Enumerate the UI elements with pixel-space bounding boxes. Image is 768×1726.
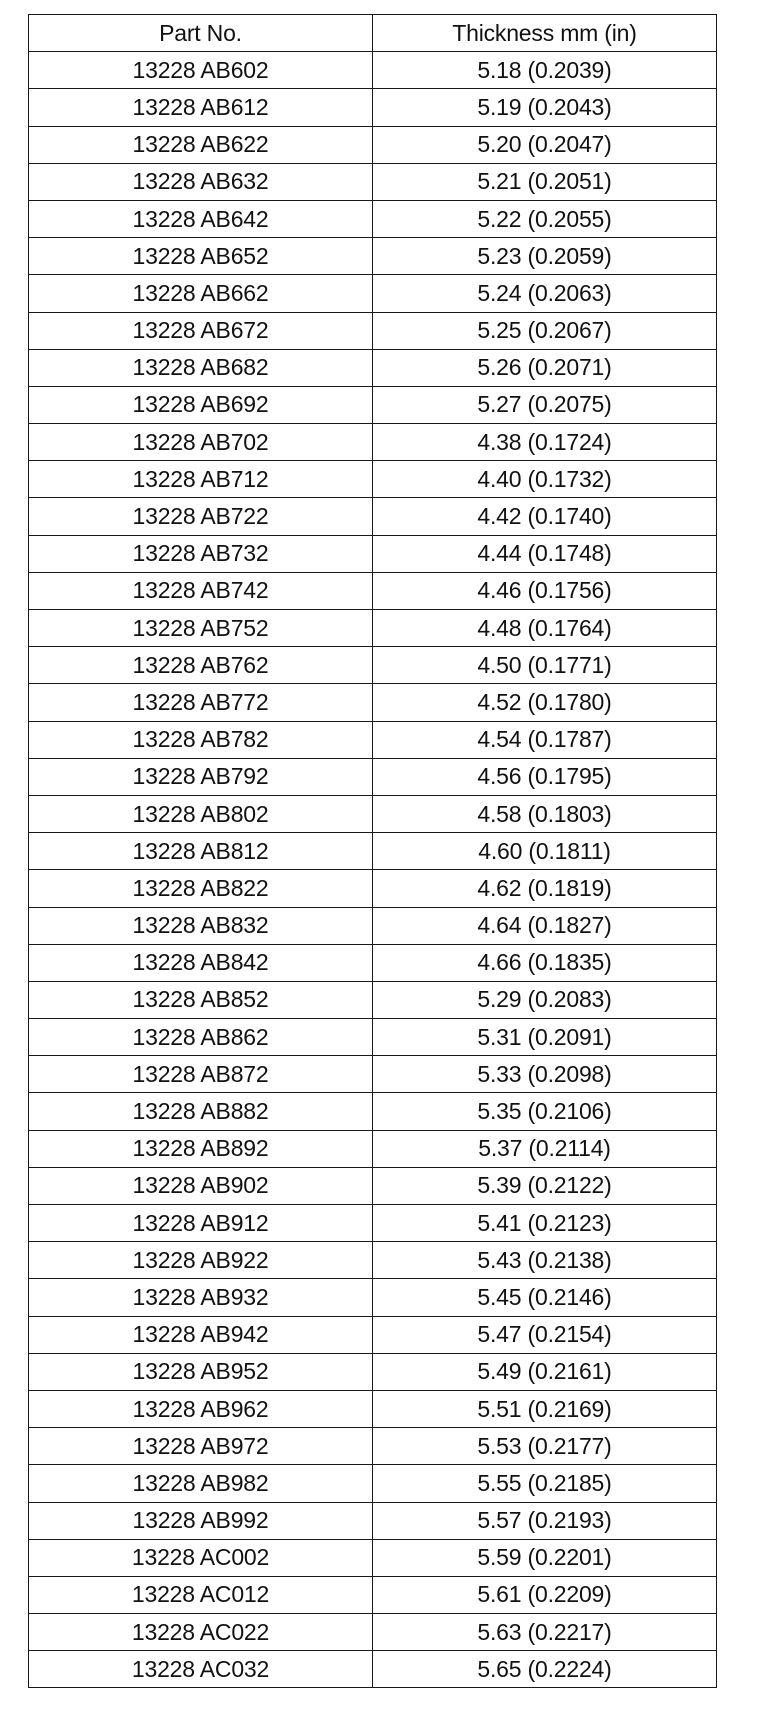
part-number-cell: 13228 AB822	[29, 870, 373, 907]
thickness-cell: 5.57 (0.2193)	[373, 1502, 717, 1539]
thickness-cell: 5.33 (0.2098)	[373, 1056, 717, 1093]
table-row	[29, 758, 717, 795]
thickness-cell: 4.40 (0.1732)	[373, 461, 717, 498]
thickness-cell: 5.18 (0.2039)	[373, 52, 717, 89]
table-row	[29, 1651, 717, 1688]
table-row	[29, 312, 717, 349]
thickness-cell: 4.52 (0.1780)	[373, 684, 717, 721]
table-row	[29, 1130, 717, 1167]
thickness-cell: 5.20 (0.2047)	[373, 126, 717, 163]
table-row	[29, 386, 717, 423]
header-thickness: Thickness mm (in)	[373, 15, 717, 52]
table-row	[29, 1205, 717, 1242]
thickness-cell: 4.66 (0.1835)	[373, 944, 717, 981]
part-number-cell: 13228 AB942	[29, 1316, 373, 1353]
table-row	[29, 1353, 717, 1390]
table-row	[29, 907, 717, 944]
thickness-cell: 5.31 (0.2091)	[373, 1019, 717, 1056]
thickness-cell: 5.39 (0.2122)	[373, 1167, 717, 1204]
thickness-cell: 4.58 (0.1803)	[373, 795, 717, 832]
thickness-cell: 4.62 (0.1819)	[373, 870, 717, 907]
table-row	[29, 1056, 717, 1093]
table-row	[29, 870, 717, 907]
thickness-cell: 5.59 (0.2201)	[373, 1539, 717, 1576]
header-row	[29, 15, 717, 52]
table-row	[29, 572, 717, 609]
thickness-cell: 4.46 (0.1756)	[373, 572, 717, 609]
part-number-cell: 13228 AC032	[29, 1651, 373, 1688]
table-row	[29, 126, 717, 163]
thickness-cell: 5.26 (0.2071)	[373, 349, 717, 386]
thickness-cell: 5.53 (0.2177)	[373, 1428, 717, 1465]
thickness-cell: 5.25 (0.2067)	[373, 312, 717, 349]
thickness-cell: 4.56 (0.1795)	[373, 758, 717, 795]
table-row	[29, 1390, 717, 1427]
part-number-cell: 13228 AB892	[29, 1130, 373, 1167]
part-number-cell: 13228 AB632	[29, 163, 373, 200]
part-number-cell: 13228 AB882	[29, 1093, 373, 1130]
part-number-cell: 13228 AB872	[29, 1056, 373, 1093]
table-row	[29, 498, 717, 535]
part-number-cell: 13228 AB962	[29, 1390, 373, 1427]
thickness-cell: 5.61 (0.2209)	[373, 1576, 717, 1613]
table-row	[29, 1502, 717, 1539]
part-number-cell: 13228 AB722	[29, 498, 373, 535]
table-row	[29, 833, 717, 870]
part-number-cell: 13228 AB732	[29, 535, 373, 572]
table-row	[29, 1428, 717, 1465]
table-row	[29, 349, 717, 386]
thickness-cell: 5.21 (0.2051)	[373, 163, 717, 200]
thickness-cell: 5.37 (0.2114)	[373, 1130, 717, 1167]
table-header	[29, 15, 717, 52]
thickness-cell: 5.51 (0.2169)	[373, 1390, 717, 1427]
table-row	[29, 647, 717, 684]
table-row	[29, 461, 717, 498]
thickness-cell: 4.64 (0.1827)	[373, 907, 717, 944]
part-number-cell: 13228 AB762	[29, 647, 373, 684]
thickness-cell: 5.24 (0.2063)	[373, 275, 717, 312]
thickness-cell: 5.63 (0.2217)	[373, 1614, 717, 1651]
parts-thickness-table	[28, 14, 717, 1688]
thickness-cell: 5.23 (0.2059)	[373, 238, 717, 275]
part-number-cell: 13228 AC012	[29, 1576, 373, 1613]
thickness-cell: 4.44 (0.1748)	[373, 535, 717, 572]
part-number-cell: 13228 AB622	[29, 126, 373, 163]
table-row	[29, 535, 717, 572]
table-row	[29, 238, 717, 275]
part-number-cell: 13228 AB992	[29, 1502, 373, 1539]
thickness-cell: 4.42 (0.1740)	[373, 498, 717, 535]
table-row	[29, 944, 717, 981]
part-number-cell: 13228 AB802	[29, 795, 373, 832]
part-number-cell: 13228 AB952	[29, 1353, 373, 1390]
table-row	[29, 1316, 717, 1353]
table-row	[29, 795, 717, 832]
part-number-cell: 13228 AB612	[29, 89, 373, 126]
table-row	[29, 1576, 717, 1613]
part-number-cell: 13228 AB662	[29, 275, 373, 312]
part-number-cell: 13228 AB912	[29, 1205, 373, 1242]
part-number-cell: 13228 AB692	[29, 386, 373, 423]
part-number-cell: 13228 AB772	[29, 684, 373, 721]
part-number-cell: 13228 AB852	[29, 981, 373, 1018]
table-row	[29, 89, 717, 126]
table-body	[29, 52, 717, 1688]
table-row	[29, 1539, 717, 1576]
document-page	[28, 14, 716, 1688]
thickness-cell: 5.19 (0.2043)	[373, 89, 717, 126]
table-row	[29, 1019, 717, 1056]
thickness-cell: 4.38 (0.1724)	[373, 424, 717, 461]
thickness-cell: 5.43 (0.2138)	[373, 1242, 717, 1279]
part-number-cell: 13228 AB862	[29, 1019, 373, 1056]
part-number-cell: 13228 AB672	[29, 312, 373, 349]
table-row	[29, 1242, 717, 1279]
part-number-cell: 13228 AB812	[29, 833, 373, 870]
part-number-cell: 13228 AB982	[29, 1465, 373, 1502]
table-row	[29, 1614, 717, 1651]
table-row	[29, 721, 717, 758]
part-number-cell: 13228 AC002	[29, 1539, 373, 1576]
table-row	[29, 424, 717, 461]
table-row	[29, 52, 717, 89]
part-number-cell: 13228 AB602	[29, 52, 373, 89]
part-number-cell: 13228 AB682	[29, 349, 373, 386]
thickness-cell: 5.65 (0.2224)	[373, 1651, 717, 1688]
thickness-cell: 4.50 (0.1771)	[373, 647, 717, 684]
table-row	[29, 1279, 717, 1316]
table-row	[29, 610, 717, 647]
part-number-cell: 13228 AB782	[29, 721, 373, 758]
part-number-cell: 13228 AB652	[29, 238, 373, 275]
part-number-cell: 13228 AB742	[29, 572, 373, 609]
part-number-cell: 13228 AB792	[29, 758, 373, 795]
thickness-cell: 4.48 (0.1764)	[373, 610, 717, 647]
part-number-cell: 13228 AB702	[29, 424, 373, 461]
part-number-cell: 13228 AB902	[29, 1167, 373, 1204]
table-row	[29, 1167, 717, 1204]
table-row	[29, 200, 717, 237]
table-row	[29, 684, 717, 721]
part-number-cell: 13228 AB842	[29, 944, 373, 981]
thickness-cell: 5.29 (0.2083)	[373, 981, 717, 1018]
part-number-cell: 13228 AB712	[29, 461, 373, 498]
part-number-cell: 13228 AB922	[29, 1242, 373, 1279]
thickness-cell: 5.41 (0.2123)	[373, 1205, 717, 1242]
part-number-cell: 13228 AB832	[29, 907, 373, 944]
table-row	[29, 1465, 717, 1502]
table-row	[29, 981, 717, 1018]
header-part-no: Part No.	[29, 15, 373, 52]
thickness-cell: 5.27 (0.2075)	[373, 386, 717, 423]
part-number-cell: 13228 AB752	[29, 610, 373, 647]
thickness-cell: 5.47 (0.2154)	[373, 1316, 717, 1353]
thickness-cell: 5.45 (0.2146)	[373, 1279, 717, 1316]
thickness-cell: 5.22 (0.2055)	[373, 200, 717, 237]
part-number-cell: 13228 AB642	[29, 200, 373, 237]
thickness-cell: 5.55 (0.2185)	[373, 1465, 717, 1502]
thickness-cell: 4.60 (0.1811)	[373, 833, 717, 870]
thickness-cell: 5.35 (0.2106)	[373, 1093, 717, 1130]
part-number-cell: 13228 AB932	[29, 1279, 373, 1316]
table-row	[29, 275, 717, 312]
part-number-cell: 13228 AB972	[29, 1428, 373, 1465]
table-row	[29, 1093, 717, 1130]
part-number-cell: 13228 AC022	[29, 1614, 373, 1651]
thickness-cell: 4.54 (0.1787)	[373, 721, 717, 758]
table-row	[29, 163, 717, 200]
thickness-cell: 5.49 (0.2161)	[373, 1353, 717, 1390]
